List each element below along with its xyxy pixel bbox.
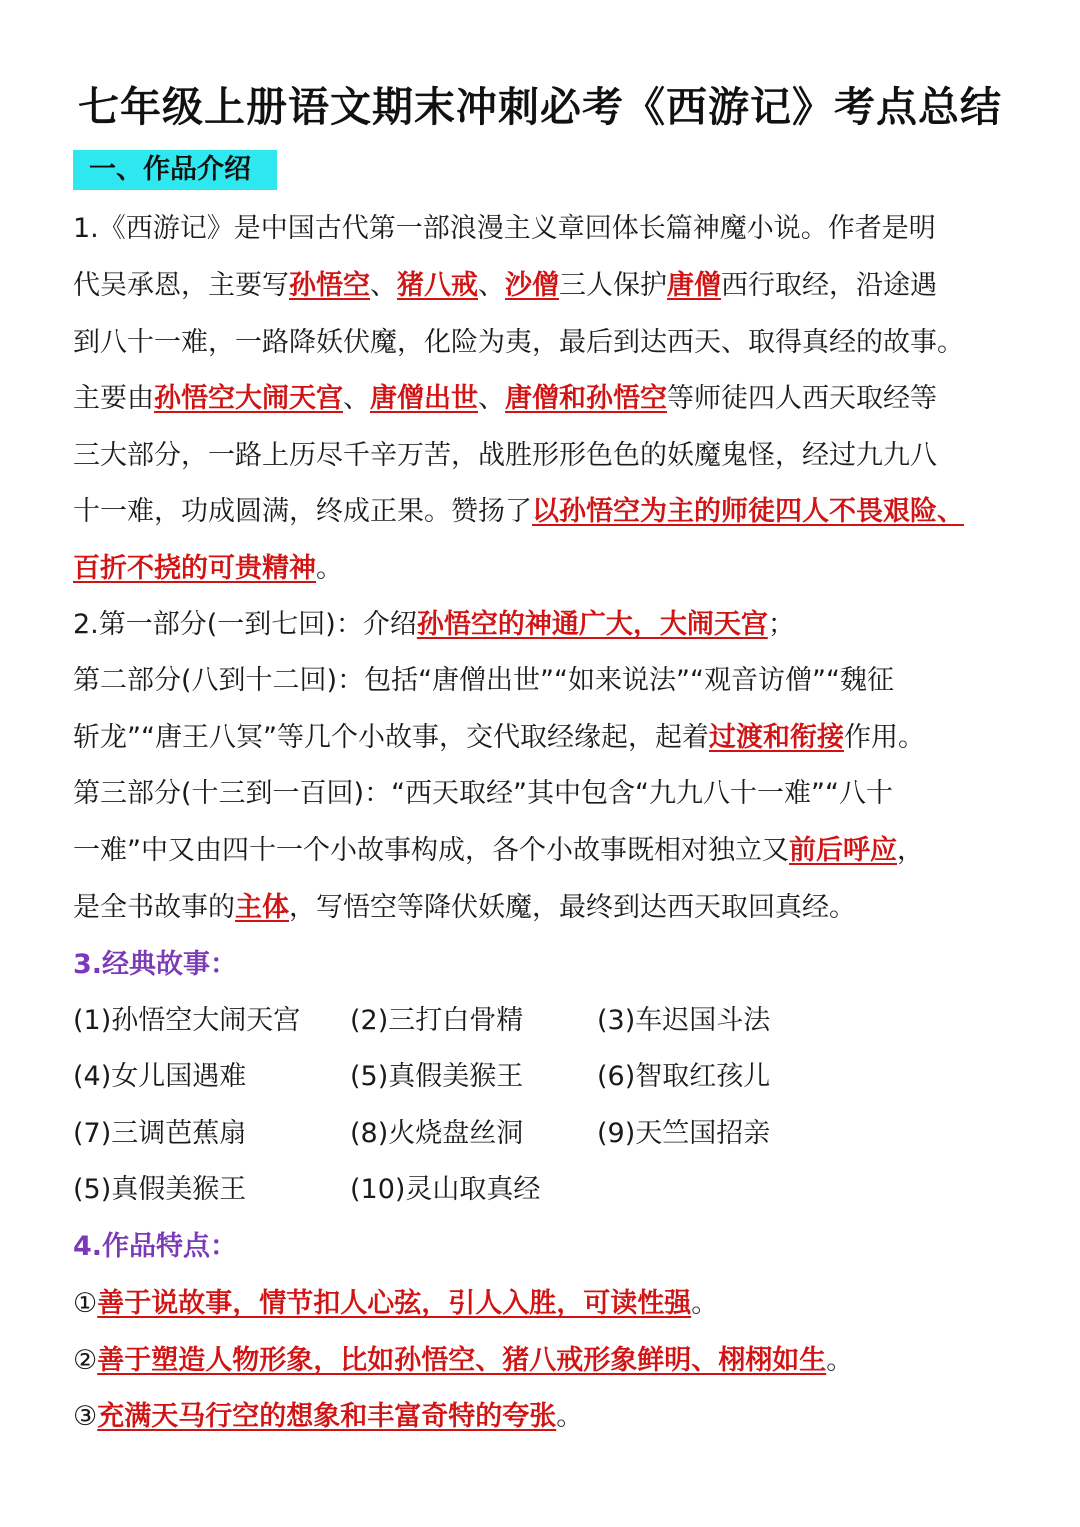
story-item: (1)孙悟空大闹天宫 xyxy=(73,1005,301,1036)
features-heading: 4.作品特点： xyxy=(73,1231,238,1262)
paragraph-1-line-2: 代吴承恩，主要写孙悟空、猪八戒、沙僧三人保护唐僧西行取经，沿途遇 xyxy=(73,270,937,301)
page-title: 七年级上册语文期末冲刺必考《西游记》考点总结 xyxy=(78,83,1002,131)
highlight-spirit-1: 以孙悟空为主的师徒四人不畏艰险、 xyxy=(532,496,964,527)
highlight-part-3: 唐僧和孙悟空 xyxy=(505,383,667,414)
feature-item-2: ②善于塑造人物形象，比如孙悟空、猪八戒形象鲜明、栩栩如生。 xyxy=(73,1345,854,1376)
paragraph-2-line-2: 第二部分(八到十二回)：包括“唐僧出世”“如来说法”“观音访僧”“魏征 xyxy=(73,665,894,696)
highlight-part-1: 孙悟空大闹天宫 xyxy=(154,383,343,414)
highlight-part-2: 唐僧出世 xyxy=(370,383,478,414)
stories-heading: 3.经典故事： xyxy=(73,949,238,980)
highlight-tangseng: 唐僧 xyxy=(667,270,721,301)
paragraph-2-line-6: 是全书故事的主体，写悟空等降伏妖魔，最终到达西天取回真经。 xyxy=(73,892,856,923)
highlight-sunwukong: 孙悟空 xyxy=(289,270,370,301)
highlight-transition: 过渡和衔接 xyxy=(708,722,844,753)
paragraph-1-line-1: 1.《西游记》是中国古代第一部浪漫主义章回体长篇神魔小说。作者是明 xyxy=(73,213,936,244)
paragraph-1-line-4: 主要由孙悟空大闹天宫、唐僧出世、唐僧和孙悟空等师徒四人西天取经等 xyxy=(73,383,937,414)
highlight-shaseng: 沙僧 xyxy=(505,270,559,301)
paragraph-2-line-5: 一难”中又由四十一个小故事构成，各个小故事既相对独立又前后呼应， xyxy=(73,835,924,866)
paragraph-1-line-5: 三大部分，一路上历尽千辛万苦，战胜形形色色的妖魔鬼怪，经过九九八 xyxy=(73,440,937,471)
section-heading-intro: 一、作品介绍 xyxy=(73,150,277,190)
paragraph-2-line-1: 2.第一部分(一到七回)：介绍孙悟空的神通广大，大闹天宫； xyxy=(73,609,795,640)
feature-item-1: ①善于说故事，情节扣人心弦，引人入胜，可读性强。 xyxy=(73,1288,719,1319)
story-item: (5)真假美猴王 xyxy=(73,1174,247,1205)
paragraph-1-line-6: 十一难，功成圆满，终成正果。赞扬了以孙悟空为主的师徒四人不畏艰险、 xyxy=(73,496,964,527)
highlight-spirit-2: 百折不挠的可贵精神 xyxy=(73,553,316,584)
story-item: (10)灵山取真经 xyxy=(350,1174,541,1205)
story-item: (9)天竺国招亲 xyxy=(597,1118,771,1149)
highlight-main-body: 主体 xyxy=(235,892,289,923)
story-item: (7)三调芭蕉扇 xyxy=(73,1118,247,1149)
story-item: (8)火烧盘丝洞 xyxy=(350,1118,524,1149)
story-item: (4)女儿国遇难 xyxy=(73,1061,247,1092)
feature-item-3: ③充满天马行空的想象和丰富奇特的夸张。 xyxy=(73,1401,584,1432)
highlight-zhubajie: 猪八戒 xyxy=(397,270,478,301)
story-item: (5)真假美猴王 xyxy=(350,1061,524,1092)
highlight-part-one-content: 孙悟空的神通广大，大闹天宫 xyxy=(416,609,768,640)
story-item: (6)智取红孩儿 xyxy=(597,1061,771,1092)
paragraph-2-line-4: 第三部分(十三到一百回)：“西天取经”其中包含“九九八十一难”“八十 xyxy=(73,778,894,809)
story-item: (3)车迟国斗法 xyxy=(597,1005,771,1036)
paragraph-2-line-3: 斩龙”“唐王八冥”等几个小故事，交代取经缘起，起着过渡和衔接作用。 xyxy=(73,722,925,753)
story-item: (2)三打白骨精 xyxy=(350,1005,524,1036)
paragraph-1-line-3: 到八十一难，一路降妖伏魔，化险为夷，最后到达西天、取得真经的故事。 xyxy=(73,327,964,358)
paragraph-1-line-7: 百折不挠的可贵精神。 xyxy=(73,553,343,584)
highlight-echo: 前后呼应 xyxy=(789,835,897,866)
